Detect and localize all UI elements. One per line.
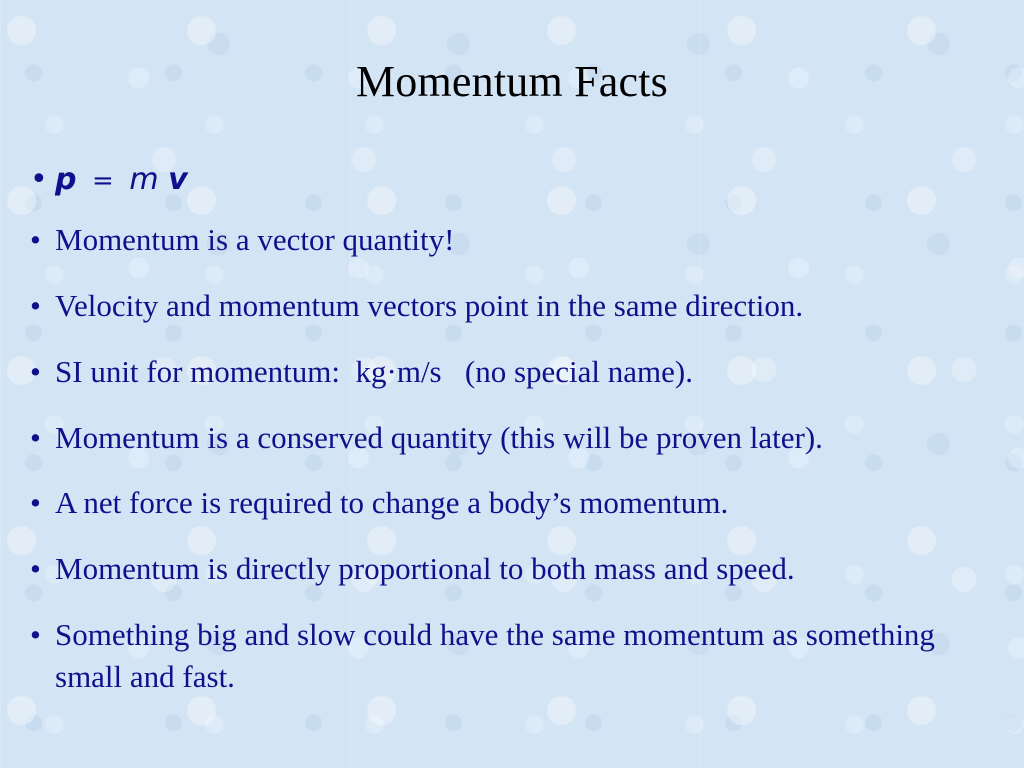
bullet-item: • Velocity and momentum vectors point in the same direction. [30,285,1000,327]
bullet-item: • A net force is required to change a body’s momentum. [30,482,1000,524]
bullet-item: • Something big and slow could have the same momentum as something small and fast. [30,614,1000,698]
momentum-formula [30,162,1000,197]
bullet-item: • Momentum is directly proportional to both mass and speed. [30,548,1000,590]
formula-m: m [129,162,159,197]
bullet-list [30,162,1000,722]
bullet-item: • SI unit for momentum: kg·m/s (no special name). [30,351,1000,393]
slide-title: Momentum Facts [355,57,668,106]
bullet-item: • Momentum is a vector quantity! [30,219,1000,261]
formula-p: p [55,162,77,197]
formula-v: v [168,162,188,197]
formula-equals: = [92,166,114,196]
bullet-item: • Momentum is a conserved quantity (this will be proven later). [30,417,1000,459]
